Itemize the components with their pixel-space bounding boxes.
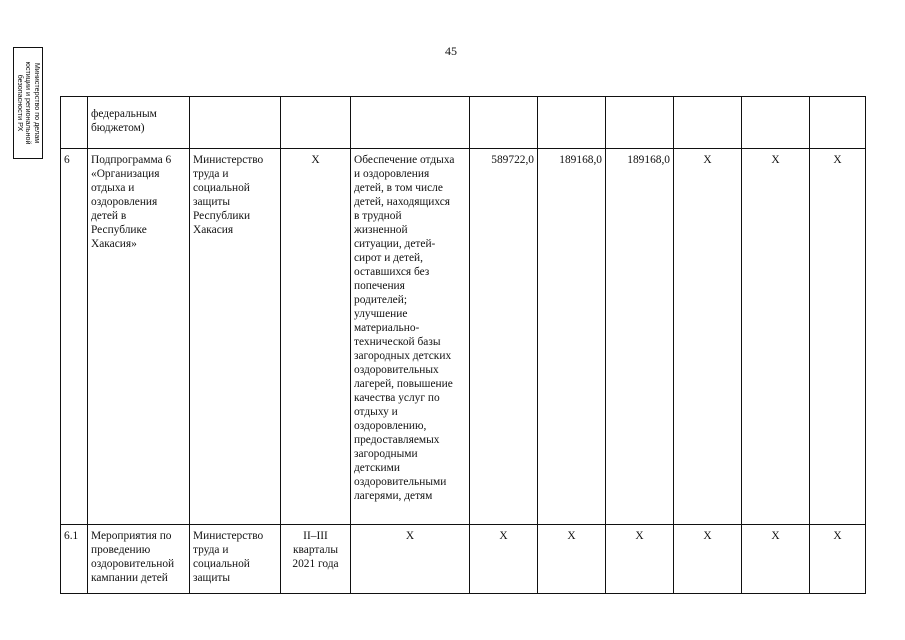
ministry-stamp bbox=[13, 47, 43, 159]
program-table bbox=[60, 96, 866, 594]
cell-name: федеральным бюджетом) bbox=[88, 97, 190, 149]
cell-value: X bbox=[674, 525, 742, 594]
cell-value: X bbox=[470, 525, 538, 594]
cell-result: X bbox=[351, 525, 470, 594]
cell-value: X bbox=[674, 149, 742, 525]
cell-value bbox=[810, 97, 866, 149]
cell-value bbox=[606, 97, 674, 149]
cell-value: X bbox=[538, 525, 606, 594]
table-row-continued bbox=[61, 97, 866, 149]
cell-result: Обеспечение отдыха и оздоровления детей, в том числе детей, находящихся в трудной жизненной ситуации, детей- сирот и детей, оставшихся без попечения родителей; улучшение материально- технической базы загородных детских оздоровительных лагерей, повышение качества услуг по отдыху и оздоровлению, предоставляемых загородными детскими оздоровительными лагерями, детям bbox=[351, 149, 470, 525]
stamp-line: Министерство по делам bbox=[32, 62, 42, 144]
cell-value: X bbox=[742, 149, 810, 525]
cell-value: 189168,0 bbox=[606, 149, 674, 525]
cell-value bbox=[742, 97, 810, 149]
page-number: 45 bbox=[445, 44, 457, 58]
cell-num: 6 bbox=[61, 149, 88, 525]
stamp-text bbox=[15, 49, 41, 157]
cell-value: X bbox=[810, 525, 866, 594]
cell-value bbox=[470, 97, 538, 149]
cell-value bbox=[674, 97, 742, 149]
cell-num: 6.1 bbox=[61, 525, 88, 594]
cell-value: X bbox=[810, 149, 866, 525]
cell-name: Мероприятия по проведению оздоровительной кампании детей bbox=[88, 525, 190, 594]
cell-value bbox=[538, 97, 606, 149]
cell-value: 589722,0 bbox=[470, 149, 538, 525]
cell-result bbox=[351, 97, 470, 149]
cell-value: X bbox=[742, 525, 810, 594]
cell-num bbox=[61, 97, 88, 149]
stamp-line: безопасности РХ bbox=[15, 74, 25, 132]
cell-name: Подпрограмма 6 «Организация отдыха и оздоровления детей в Республике Хакасия» bbox=[88, 149, 190, 525]
cell-executor: Министерство труда и социальной защиты Республики Хакасия bbox=[190, 149, 281, 525]
cell-executor bbox=[190, 97, 281, 149]
table-row bbox=[61, 149, 866, 525]
cell-period bbox=[281, 97, 351, 149]
cell-executor: Министерство труда и социальной защиты bbox=[190, 525, 281, 594]
cell-value: 189168,0 bbox=[538, 149, 606, 525]
cell-period: X bbox=[281, 149, 351, 525]
table-row bbox=[61, 525, 866, 594]
cell-period: II–III кварталы 2021 года bbox=[281, 525, 351, 594]
stamp-line: юстиции и региональной bbox=[24, 61, 34, 145]
cell-value: X bbox=[606, 525, 674, 594]
